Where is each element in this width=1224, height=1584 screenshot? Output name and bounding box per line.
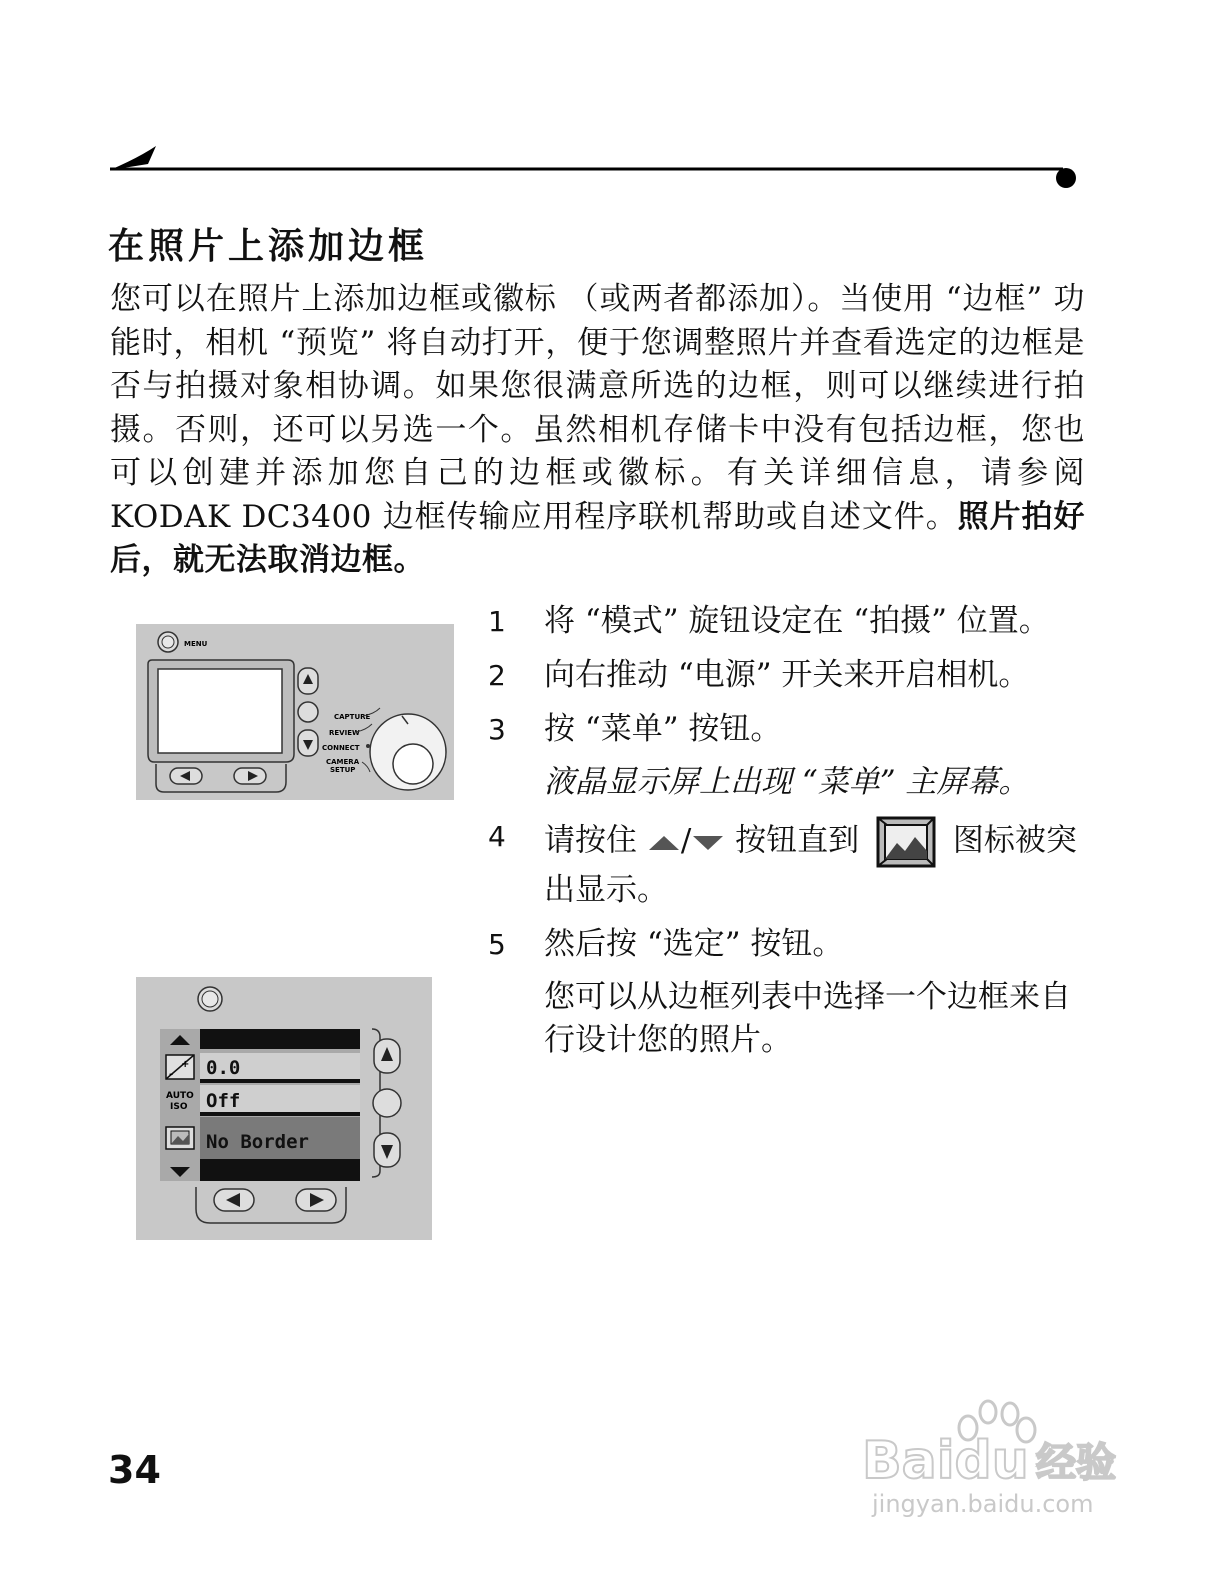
up-arrow-icon <box>647 832 681 852</box>
menu-row-iso-value: Off <box>206 1090 241 1112</box>
auto-iso-icon-top: AUTO <box>166 1091 194 1101</box>
menu-screen-illustration <box>136 977 432 1240</box>
menu-button-label: MENU <box>184 640 208 648</box>
border-icon <box>875 815 937 869</box>
header-rule <box>108 138 1088 198</box>
step-result: 液晶显示屏上出现 “菜单” 主屏幕。 <box>544 764 1030 800</box>
step-number: 2 <box>488 659 506 692</box>
menu-row-exposure-value: 0.0 <box>206 1057 241 1079</box>
intro-emphasis: 照片拍好后，就无法取消边框。 <box>110 498 1085 578</box>
step-1 <box>488 600 1088 643</box>
dial-label-capture: CAPTURE <box>334 713 371 721</box>
step-text: 向右推动 “电源” 开关来开启相机。 <box>544 657 1030 693</box>
step-text: 按 “菜单” 按钮。 <box>544 711 782 747</box>
step-5 <box>488 923 1088 1062</box>
step-number: 4 <box>488 820 506 853</box>
dial-label-camera: CAMERA <box>326 758 360 766</box>
down-arrow-icon <box>691 832 725 852</box>
step-2 <box>488 654 1088 697</box>
dial-label-connect: CONNECT <box>322 744 360 752</box>
page-number: 34 <box>108 1448 161 1492</box>
step-result: 您可以从边框列表中选择一个边框来自行设计您的照片。 <box>544 979 1071 1058</box>
step-4 <box>488 815 1088 912</box>
step-text-after: 图标被突出显示。 <box>544 822 1077 908</box>
camera-back-illustration <box>136 624 454 800</box>
border-icon <box>166 1127 194 1149</box>
dial-label-setup: SETUP <box>330 766 356 774</box>
step-number: 5 <box>488 928 506 961</box>
menu-row-border-value: No Border <box>206 1131 309 1153</box>
intro-text: 您可以在照片上添加边框或徽标 （或两者都添加）。当使用 “边框” 功能时，相机 “预览” 将自动打开，便于您调整照片并查看选定的边框是否与拍摄对象相协调。如果您很满意所选的边框，则可以继续进行拍摄。否则，还可以另选一个。虽然相机存储卡中没有包括边框，您也可以创建并添加您自己的边框或徽标。有关详细信息，请参阅 KODAK DC3400 边框传输应用程序联机帮助或自述文件。 <box>110 281 1085 535</box>
arrow-separator: / <box>680 822 692 859</box>
step-text-before: 请按住 <box>544 822 637 859</box>
steps-list <box>488 600 1088 1073</box>
step-text: 将 “模式” 旋钮设定在 “拍摄” 位置。 <box>544 603 1050 639</box>
watermark-brand-cn: 经验 <box>1036 1440 1116 1486</box>
step-3 <box>488 708 1088 804</box>
dial-label-review: REVIEW <box>329 729 360 737</box>
section-heading: 在照片上添加边框 <box>108 226 429 267</box>
baidu-watermark-logo <box>850 1390 1150 1520</box>
svg-text:+: + <box>181 1059 190 1070</box>
step-number: 1 <box>488 605 506 638</box>
svg-text:-: - <box>169 1069 174 1080</box>
auto-iso-icon-bottom: ISO <box>170 1102 188 1112</box>
exposure-compensation-icon <box>166 1055 194 1080</box>
step-text: 然后按 “选定” 按钮。 <box>544 926 844 962</box>
intro-paragraph <box>110 278 1085 583</box>
step-text-mid: 按钮直到 <box>735 822 860 859</box>
watermark-url: jingyan.baidu.com <box>872 1490 1094 1518</box>
watermark-brand: Baidu <box>862 1431 1029 1491</box>
step-number: 3 <box>488 713 506 746</box>
